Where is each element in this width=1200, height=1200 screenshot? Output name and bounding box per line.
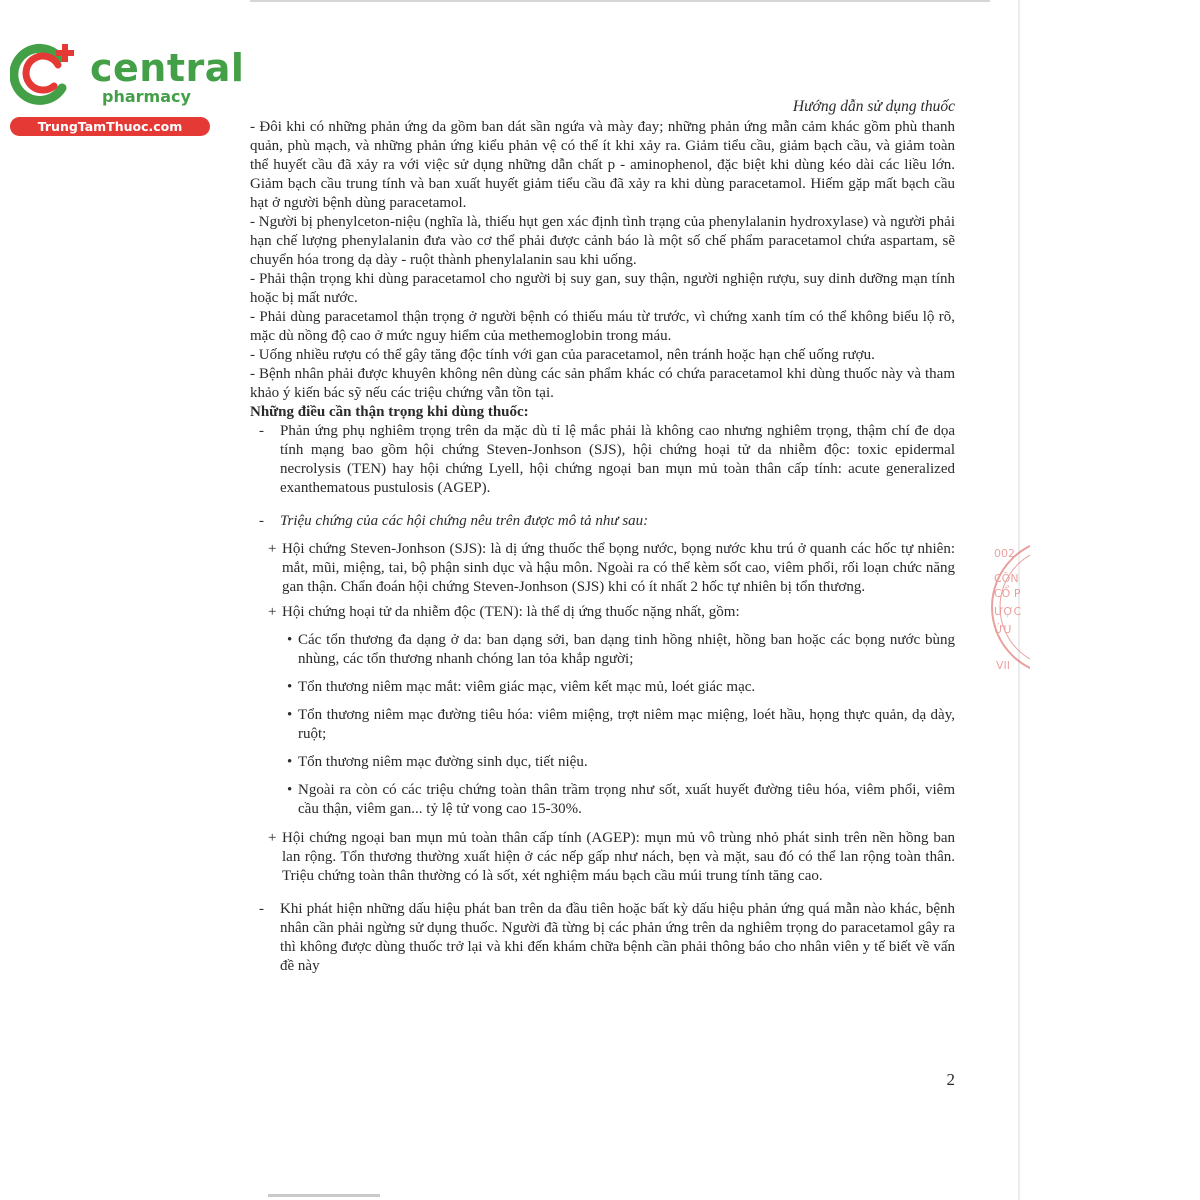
bullet-text: Tổn thương niêm mạc đường sinh dục, tiết niệu. [298, 754, 588, 770]
bullet-item [250, 706, 955, 744]
sub-list-item-agep [250, 829, 955, 886]
paragraph: - Người bị phenylceton-niệu (nghĩa là, thiếu hụt gen xác định tình trạng của phenylalanin hydroxylase) và người phải hạn chế lượng phenylalanin đưa vào cơ thể phải được cảnh báo là một số chế phẩm paracetamol chứa aspartam, sẽ chuyển hóa trong dạ dày - ruột thành phenylalanin sau khi uống. [250, 214, 955, 268]
paragraph: - Phải dùng paracetamol thận trọng ở người bệnh có thiếu máu từ trước, vì chứng xanh tím có thể không biểu lộ rõ, mặc dù nồng độ cao ở mức nguy hiểm của methemoglobin trong máu. [250, 309, 955, 344]
bullet-marker: • [287, 632, 293, 648]
svg-text:ỨU: ỨU [994, 623, 1012, 636]
dash-marker: - [259, 513, 264, 529]
seal-stamp-icon [990, 527, 1030, 687]
list-item [250, 512, 955, 531]
pharmacy-cross-logo-icon [10, 38, 90, 114]
bullet-marker: • [287, 679, 293, 695]
bullet-text: Các tổn thương đa dạng ở da: ban dạng sởi, ban dạng tinh hồng nhiệt, hồng ban hoặc các bọng nước bùng nhùng, các tổn thương nhanh chóng lan tỏa khắp người; [298, 632, 955, 667]
svg-text:CÔN: CÔN [994, 572, 1019, 585]
list-item [250, 900, 955, 976]
plus-marker: + [268, 541, 277, 557]
paragraph: - Uống nhiều rượu có thể gây tăng độc tính với gan của paracetamol, nên tránh hoặc hạn chế uống rượu. [250, 347, 875, 363]
brand-logo[interactable] [10, 38, 245, 138]
paragraph: - Bệnh nhân phải được khuyên không nên dùng các sản phẩm khác có chứa paracetamol khi dùng thuốc này và tham khảo ý kiến bác sỹ nếu các triệu chứng vẫn tồn tại. [250, 366, 955, 401]
paragraph: - Phải thận trọng khi dùng paracetamol cho người bị suy gan, suy thận, người nghiện rượu, suy dinh dưỡng mạn tính hoặc bị mất nước. [250, 271, 955, 306]
brand-subtitle: pharmacy [102, 87, 191, 106]
plus-marker: + [268, 604, 277, 620]
bullet-marker: • [287, 754, 293, 770]
sub-list-item-ten [250, 603, 955, 622]
svg-text:002: 002 [994, 547, 1015, 560]
dash-marker: - [259, 901, 264, 917]
bullet-text: Tổn thương niêm mạc đường tiêu hóa: viêm miệng, trợt niêm mạc miệng, loét hầu, họng thực quản, dạ dày, ruột; [298, 707, 955, 742]
sub-list-item-text: Hội chứng Steven-Jonhson (SJS): là dị ứng thuốc thể bọng nước, bọng nước khu trú ở quanh các hốc tự nhiên: mắt, mũi, miệng, tai, bộ phận sinh dục và hậu môn. Ngoài ra có thể kèm sốt cao, viêm phổi, rối loạn chức năng gan thận. Chẩn đoán hội chứng Steven-Jonhson (SJS) khi có ít nhất 2 hốc tự nhiên bị tổn thương. [282, 541, 955, 595]
bullet-item [250, 781, 955, 819]
list-item [250, 422, 955, 498]
section-title: Những điều cần thận trọng khi dùng thuốc: [250, 404, 529, 420]
sub-list-item-text: Hội chứng ngoại ban mụn mủ toàn thân cấp tính (AGEP): mụn mủ vô trùng nhỏ phát sinh trên nền hồng ban lan rộng. Tổn thương thường xuất hiện ở các nếp gấp như nách, bẹn và mặt, sau đó có thể lan rộng toàn thân. Triệu chứng toàn thân thường có là sốt, xét nghiệm máu bạch cầu múi trung tính tăng cao. [282, 830, 955, 884]
bullet-text: Tổn thương niêm mạc mắt: viêm giác mạc, viêm kết mạc mủ, loét giác mạc. [298, 679, 756, 695]
bullet-marker: • [287, 782, 293, 798]
plus-marker: + [268, 830, 277, 846]
bottom-mark [268, 1194, 380, 1197]
paragraph: - Đôi khi có những phản ứng da gồm ban dát sần ngứa và mày đay; những phản ứng mẫn cảm khác gồm phù thanh quản, phù mạch, và những phản ứng kiểu phản vệ có thể ít khi xảy ra. Giảm tiểu cầu, giảm bạch cầu, và giảm toàn thể huyết cầu đã xảy ra với việc sử dụng những dẫn chất p - aminophenol, đặc biệt khi dùng kéo dài các liều lớn. Giảm bạch cầu trung tính và ban xuất huyết giảm tiểu cầu đã xảy ra khi dùng paracetamol. Hiếm gặp mất bạch cầu hạt ở người bệnh dùng paracetamol. [250, 119, 955, 211]
page-number: 2 [946, 1070, 955, 1089]
svg-text:VII: VII [996, 659, 1011, 672]
svg-text:CỔ P: CỔ P [994, 587, 1021, 600]
svg-text:ƯỢC: ƯỢC [994, 605, 1022, 618]
brand-name: central [90, 46, 245, 90]
document-body [250, 118, 955, 976]
list-item-text: Phản ứng phụ nghiêm trọng trên da mặc dù tỉ lệ mắc phải là không cao nhưng nghiêm trọng, thậm chí đe dọa tính mạng bao gồm hội chứng Steven-Jonhson (SJS), hội chứng hoại tử da nhiễm độc: toxic epidermal necrolysis (TEN) hay hội chứng Lyell, hội chứng ngoại ban mụn mủ toàn thân cấp tính: acute generalized exanthematous pustulosis (AGEP). [280, 423, 955, 496]
sub-list-item-text: Hội chứng hoại tử da nhiễm độc (TEN): là thể dị ứng thuốc nặng nhất, gồm: [282, 604, 740, 620]
list-item-text: Triệu chứng của các hội chứng nêu trên được mô tả như sau: [280, 513, 649, 529]
top-rule [250, 0, 990, 2]
bullet-marker: • [287, 707, 293, 723]
bullet-text: Ngoài ra còn có các triệu chứng toàn thân trầm trọng như sốt, xuất huyết đường tiêu hóa, viêm phổi, viêm cầu thận, viêm gan... tỷ lệ tử vong cao 15-30%. [298, 782, 955, 817]
sub-list-item-sjs [250, 540, 955, 597]
list-item-text: Khi phát hiện những dấu hiệu phát ban trên da đầu tiên hoặc bất kỳ dấu hiệu phản ứng quá mẫn nào khác, bệnh nhân cần phải ngừng sử dụng thuốc. Người đã từng bị các phản ứng trên da nghiêm trọng do paracetamol gây ra thì không được dùng thuốc trở lại và khi đến khám chữa bệnh cần phải thông báo cho nhân viên y tế biết về vấn đề này [280, 901, 955, 974]
document-header-title: Hướng dẫn sử dụng thuốc [792, 98, 955, 115]
bullet-item [250, 631, 955, 669]
brand-website-badge[interactable]: TrungTamThuoc.com [10, 117, 210, 136]
bullet-item [250, 678, 955, 697]
bullet-item [250, 753, 955, 772]
seal-stamp [990, 527, 1030, 687]
dash-marker: - [259, 423, 264, 439]
